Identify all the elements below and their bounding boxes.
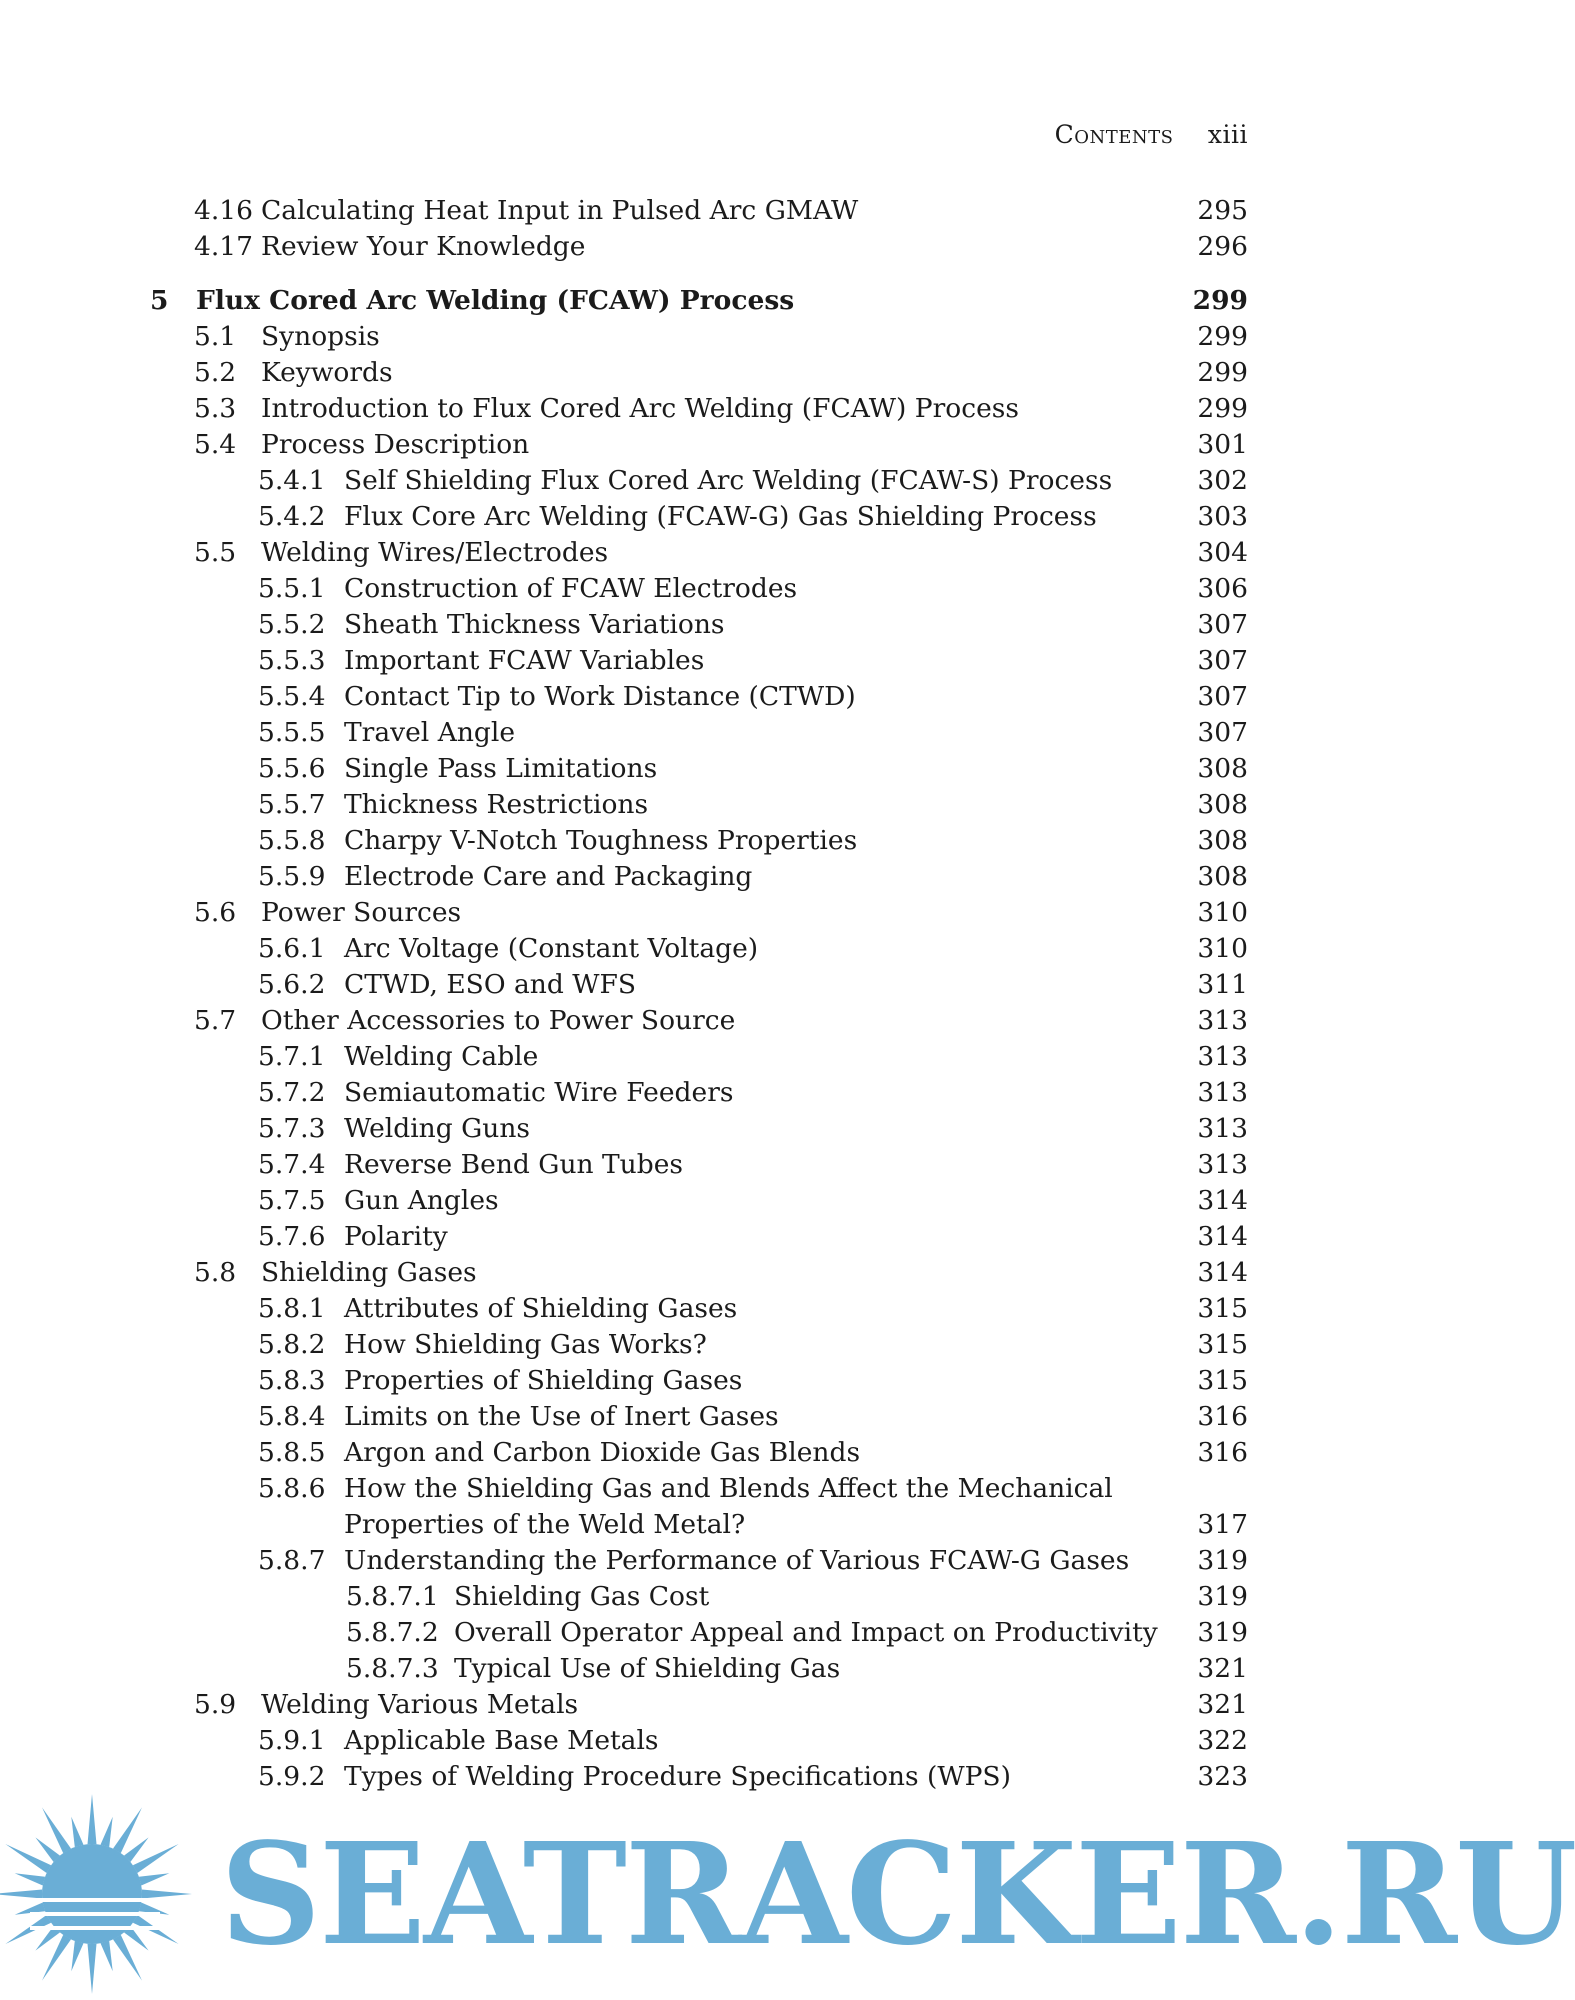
- sun-ray: [35, 1837, 60, 1862]
- toc-entry-title: Electrode Care and Packaging: [344, 861, 753, 892]
- toc-entry-title: Thickness Restrictions: [344, 789, 649, 820]
- sun-ray: [88, 1794, 97, 1844]
- toc-entry-title: Sheath Thickness Variations: [344, 609, 725, 640]
- toc-entry-number: 5.8.4: [258, 1401, 326, 1432]
- toc-entry-number: 5.7: [194, 1005, 237, 1036]
- toc-entry: [0, 1435, 1400, 1471]
- toc-entry-number: 5.7.6: [258, 1221, 326, 1252]
- header-label: Contents: [1054, 120, 1174, 149]
- toc-entry: [0, 1399, 1400, 1435]
- toc-entry-number: 5.5.8: [258, 825, 326, 856]
- toc-entry-title: Flux Cored Arc Welding (FCAW) Process: [196, 285, 795, 316]
- toc-entry-number: 5.5.7: [258, 789, 326, 820]
- toc-entry-title: Power Sources: [261, 897, 462, 928]
- sun-ray: [15, 1873, 45, 1885]
- toc-entry-title: Types of Welding Procedure Specifications (WPS): [344, 1761, 1011, 1792]
- toc-entry: [0, 1687, 1400, 1723]
- sun-ray: [0, 1890, 42, 1899]
- toc-entry-number: 5.5.1: [258, 573, 326, 604]
- toc-entry-title: Typical Use of Shielding Gas: [454, 1653, 841, 1684]
- toc-entry: [0, 895, 1400, 931]
- toc-entry-title: Synopsis: [261, 321, 380, 352]
- toc-entry-page: 299: [1197, 321, 1248, 352]
- toc-entry-page: 314: [1197, 1257, 1248, 1288]
- toc-entry: [0, 1039, 1400, 1075]
- toc-entry-page: 315: [1197, 1329, 1248, 1360]
- toc-entry-page: 302: [1197, 465, 1248, 496]
- toc-entry-page: 322: [1197, 1725, 1248, 1756]
- toc-entry-title: Flux Core Arc Welding (FCAW-G) Gas Shielding Process: [344, 501, 1097, 532]
- toc-entry: [0, 355, 1400, 391]
- toc-entry: [0, 1615, 1400, 1651]
- toc-entry-number: 5.8.1: [258, 1293, 326, 1324]
- toc-entry-number: 5.8.3: [258, 1365, 326, 1396]
- toc-entry-page: 313: [1197, 1041, 1248, 1072]
- toc-entry-page: 310: [1197, 897, 1248, 928]
- sun-ray: [101, 1941, 113, 1971]
- toc-entry: [0, 229, 1400, 265]
- toc-entry-page: 308: [1197, 825, 1248, 856]
- toc-entry: [0, 427, 1400, 463]
- toc-entry: [0, 1363, 1400, 1399]
- toc-entry-title: Polarity: [344, 1221, 448, 1252]
- toc-entry: [0, 1147, 1400, 1183]
- toc-entry: [0, 679, 1400, 715]
- toc-entry-title: Reverse Bend Gun Tubes: [344, 1149, 683, 1180]
- toc-entry-title: Construction of FCAW Electrodes: [344, 573, 798, 604]
- toc-entry-number: 4.16: [194, 195, 254, 226]
- toc-entry: [0, 1543, 1400, 1579]
- toc-entry-page: 310: [1197, 933, 1248, 964]
- sun-ray: [71, 1941, 83, 1971]
- toc-entry-page: 301: [1197, 429, 1248, 460]
- toc-entry-number: 5.7.3: [258, 1113, 326, 1144]
- toc-entry-number: 5.6.2: [258, 969, 326, 1000]
- toc-entry: [0, 1651, 1400, 1687]
- toc-entry-page: 314: [1197, 1185, 1248, 1216]
- toc-entry-page: 319: [1197, 1617, 1248, 1648]
- toc-entry-number: 5.8.7.3: [346, 1653, 439, 1684]
- toc-entry-number: 5.8.7.2: [346, 1617, 439, 1648]
- toc-entry-title: Limits on the Use of Inert Gases: [344, 1401, 779, 1432]
- toc-entry-page: 315: [1197, 1293, 1248, 1324]
- toc-entry-title: Welding Guns: [344, 1113, 531, 1144]
- toc-entry-title: How Shielding Gas Works?: [344, 1329, 707, 1360]
- toc-entry-title: Arc Voltage (Constant Voltage): [344, 933, 759, 964]
- toc-entry: [0, 193, 1400, 229]
- watermark: [0, 1790, 1575, 2000]
- toc-entry-number: 5.5.4: [258, 681, 326, 712]
- toc-entry-number: 5.7.1: [258, 1041, 326, 1072]
- sun-ray: [142, 1890, 192, 1899]
- toc-entry: [0, 787, 1400, 823]
- toc-entry-number: 5.8.2: [258, 1329, 326, 1360]
- toc-entry-page: 308: [1197, 753, 1248, 784]
- toc-entry-title: Keywords: [261, 357, 393, 388]
- toc-entry-title: Process Description: [261, 429, 530, 460]
- toc-entry-number: 5.6.1: [258, 933, 326, 964]
- toc-entry: [0, 859, 1400, 895]
- header-page-number: xiii: [1207, 120, 1248, 149]
- watermark-text: SEATRACKER.RU: [220, 1813, 1575, 1977]
- toc-entry-number: 5.5.2: [258, 609, 326, 640]
- toc-entry-title: Understanding the Performance of Various FCAW-G Gases: [344, 1545, 1130, 1576]
- toc-entry-number: 5.4.1: [258, 465, 326, 496]
- toc-entry-title: Welding Wires/Electrodes: [261, 537, 609, 568]
- toc-entry-title: Other Accessories to Power Source: [261, 1005, 736, 1036]
- toc-entry-page: 296: [1197, 231, 1248, 262]
- toc-entry-title: Review Your Knowledge: [261, 231, 586, 262]
- toc-entry-page: 307: [1197, 717, 1248, 748]
- toc-entry-number: 5.5: [194, 537, 237, 568]
- sun-ray: [88, 1944, 97, 1994]
- toc-entry-page: 303: [1197, 501, 1248, 532]
- toc-entry-number: 5.6: [194, 897, 237, 928]
- toc-entry-page: 304: [1197, 537, 1248, 568]
- toc-entry-page: 295: [1197, 195, 1248, 226]
- toc-entry-title: Single Pass Limitations: [344, 753, 658, 784]
- toc-entry: [0, 931, 1400, 967]
- toc-entry: [0, 715, 1400, 751]
- toc-entry: [0, 571, 1400, 607]
- toc-entry-number: 5.8: [194, 1257, 237, 1288]
- toc-entry: [0, 1507, 1400, 1543]
- toc-entry-title: Travel Angle: [344, 717, 516, 748]
- toc-entry-page: 299: [1192, 285, 1248, 316]
- toc-entry-page: 299: [1197, 357, 1248, 388]
- toc-entry: [0, 463, 1400, 499]
- toc-entry-number: 5.1: [194, 321, 237, 352]
- sun-ray: [139, 1873, 169, 1885]
- toc-entry-number: 5.9.2: [258, 1761, 326, 1792]
- toc-entry-title: Contact Tip to Work Distance (CTWD): [344, 681, 856, 712]
- toc-entry-number: 5.4.2: [258, 501, 326, 532]
- toc-entry: [0, 1183, 1400, 1219]
- toc-entry-number: 5.5.9: [258, 861, 326, 892]
- sun-ray: [71, 1817, 83, 1847]
- toc-entry-page: 321: [1197, 1653, 1248, 1684]
- toc-entry-number: 5.8.7: [258, 1545, 326, 1576]
- toc-entry: [0, 1111, 1400, 1147]
- toc-entry-page: 313: [1197, 1077, 1248, 1108]
- sun-ray: [101, 1817, 113, 1847]
- toc-entry-number: 5.3: [194, 393, 237, 424]
- toc-entry-title: Important FCAW Variables: [344, 645, 705, 676]
- toc-entry: [0, 1075, 1400, 1111]
- table-of-contents: [0, 193, 1400, 1795]
- toc-entry: [0, 751, 1400, 787]
- toc-entry-page: 308: [1197, 861, 1248, 892]
- toc-entry-title: Applicable Base Metals: [344, 1725, 659, 1756]
- toc-entry-title: Welding Cable: [344, 1041, 539, 1072]
- toc-entry-page: 314: [1197, 1221, 1248, 1252]
- toc-entry-title: Introduction to Flux Cored Arc Welding (FCAW) Process: [261, 393, 1019, 424]
- toc-entry-title: Self Shielding Flux Cored Arc Welding (FCAW-S) Process: [344, 465, 1113, 496]
- toc-entry-number: 5.8.5: [258, 1437, 326, 1468]
- toc-entry-page: 315: [1197, 1365, 1248, 1396]
- toc-entry-title: Shielding Gas Cost: [454, 1581, 710, 1612]
- toc-entry-title: Attributes of Shielding Gases: [344, 1293, 738, 1324]
- toc-entry-page: 316: [1197, 1401, 1248, 1432]
- toc-entry-title: Charpy V-Notch Toughness Properties: [344, 825, 858, 856]
- toc-entry: [0, 1003, 1400, 1039]
- toc-entry: [0, 391, 1400, 427]
- toc-entry-number: 5.9.1: [258, 1725, 326, 1756]
- toc-entry: [0, 319, 1400, 355]
- toc-entry-title: How the Shielding Gas and Blends Affect the Mechanical: [344, 1473, 1113, 1504]
- toc-entry-page: 308: [1197, 789, 1248, 820]
- toc-entry-title: Overall Operator Appeal and Impact on Productivity: [454, 1617, 1158, 1648]
- toc-entry: [0, 1327, 1400, 1363]
- toc-entry-number: 5.5.6: [258, 753, 326, 784]
- toc-entry-page: 311: [1197, 969, 1248, 1000]
- toc-entry-title: Calculating Heat Input in Pulsed Arc GMAW: [261, 195, 859, 226]
- toc-entry-title: CTWD, ESO and WFS: [344, 969, 637, 1000]
- toc-entry: [0, 967, 1400, 1003]
- toc-entry: [0, 643, 1400, 679]
- toc-entry-number: 4.17: [194, 231, 254, 262]
- toc-chapter-entry: [0, 283, 1400, 319]
- toc-entry: [0, 1219, 1400, 1255]
- toc-entry-page: 307: [1197, 645, 1248, 676]
- toc-entry: [0, 499, 1400, 535]
- toc-entry-title: Properties of the Weld Metal?: [344, 1509, 746, 1540]
- page-header: [1055, 120, 1248, 149]
- toc-entry-title: Properties of Shielding Gases: [344, 1365, 743, 1396]
- toc-entry-title: Gun Angles: [344, 1185, 499, 1216]
- toc-entry-page: 307: [1197, 609, 1248, 640]
- toc-entry-number: 5.9: [194, 1689, 237, 1720]
- toc-entry-number: 5.4: [194, 429, 237, 460]
- toc-entry-title: Welding Various Metals: [261, 1689, 579, 1720]
- toc-entry: [0, 1723, 1400, 1759]
- toc-entry-number: 5.2: [194, 357, 237, 388]
- toc-entry-number: 5.7.2: [258, 1077, 326, 1108]
- toc-entry-title: Shielding Gases: [261, 1257, 477, 1288]
- toc-entry: [0, 1255, 1400, 1291]
- toc-entry-page: 307: [1197, 681, 1248, 712]
- toc-entry-number: 5: [150, 285, 169, 316]
- toc-entry-page: 319: [1197, 1545, 1248, 1576]
- toc-entry-page: 319: [1197, 1581, 1248, 1612]
- toc-entry-page: 321: [1197, 1689, 1248, 1720]
- toc-entry-page: 299: [1197, 393, 1248, 424]
- toc-entry-page: 313: [1197, 1005, 1248, 1036]
- toc-entry-number: 5.7.4: [258, 1149, 326, 1180]
- sun-ray: [124, 1837, 149, 1862]
- toc-entry: [0, 535, 1400, 571]
- toc-entry-page: 306: [1197, 573, 1248, 604]
- toc-entry-title: Argon and Carbon Dioxide Gas Blends: [344, 1437, 861, 1468]
- toc-entry-number: 5.7.5: [258, 1185, 326, 1216]
- toc-entry-page: 316: [1197, 1437, 1248, 1468]
- toc-entry-title: Semiautomatic Wire Feeders: [344, 1077, 734, 1108]
- toc-entry: [0, 1471, 1400, 1507]
- toc-entry-number: 5.5.5: [258, 717, 326, 748]
- toc-entry: [0, 1291, 1400, 1327]
- toc-entry-page: 317: [1197, 1509, 1248, 1540]
- toc-entry-number: 5.8.7.1: [346, 1581, 439, 1612]
- sun-logo-icon: [0, 1790, 220, 2000]
- toc-entry-number: 5.5.3: [258, 645, 326, 676]
- toc-entry-page: 313: [1197, 1113, 1248, 1144]
- toc-entry-page: 313: [1197, 1149, 1248, 1180]
- toc-entry: [0, 1579, 1400, 1615]
- toc-entry-page: 323: [1197, 1761, 1248, 1792]
- toc-entry: [0, 607, 1400, 643]
- toc-entry: [0, 823, 1400, 859]
- toc-entry-number: 5.8.6: [258, 1473, 326, 1504]
